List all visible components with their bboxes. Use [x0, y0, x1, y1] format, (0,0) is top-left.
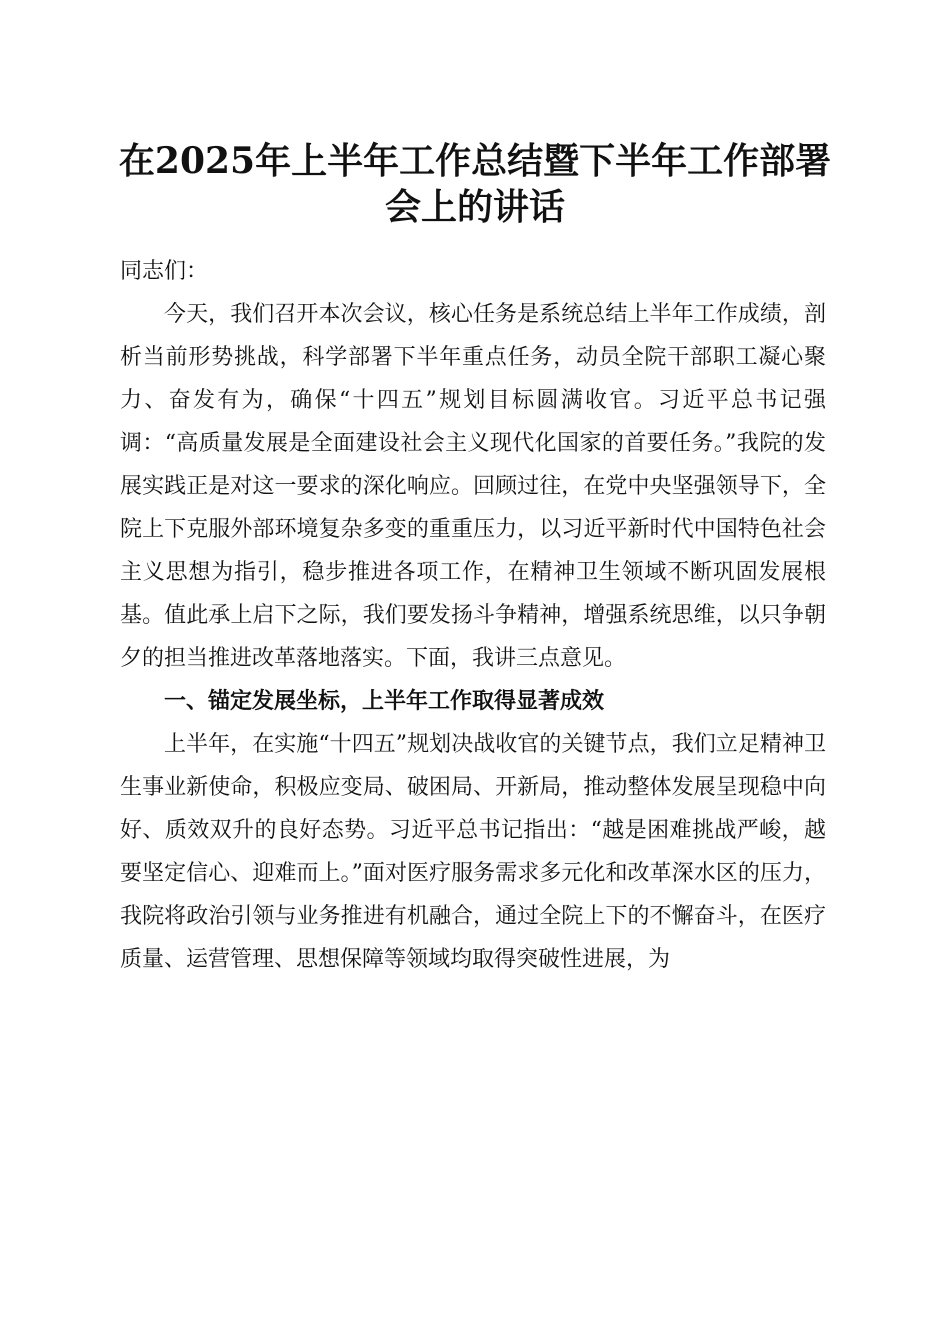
salutation: 同志们： [120, 259, 209, 284]
title-line-2: 会上的讲话 [384, 186, 565, 228]
document-title [112, 138, 838, 230]
section-heading-1: 一、锚定发展坐标，上半年工作取得显著成效 [164, 689, 605, 714]
document-body [120, 250, 826, 981]
title-line-1: 在2025年上半年工作总结暨下半年工作部署 [118, 140, 832, 182]
paragraph-intro: 今天，我们召开本次会议，核心任务是系统总结上半年工作成绩，剖析当前形势挑战，科学部署下半年重点任务，动员全院干部职工凝心聚力、奋发有为，确保“十四五”规划目标圆满收官。习近平总书记强调：“高质量发展是全面建设社会主义现代化国家的首要任务。”我院的发展实践正是对这一要求的深化响应。回顾过往，在党中央坚强领导下，全院上下克服外部环境复杂多变的重重压力，以习近平新时代中国特色社会主义思想为指引，稳步推进各项工作，在精神卫生领域不断巩固发展根基。值此承上启下之际，我们要发扬斗争精神，增强系统思维，以只争朝夕的担当推进改革落地落实。下面，我讲三点意见。 [120, 302, 826, 671]
paragraph-section-1: 上半年，在实施“十四五”规划决战收官的关键节点，我们立足精神卫生事业新使命，积极应变局、破困局、开新局，推动整体发展呈现稳中向好、质效双升的良好态势。习近平总书记指出：“越是困难挑战严峻，越要坚定信心、迎难而上。”面对医疗服务需求多元化和改革深水区的压力，我院将政治引领与业务推进有机融合，通过全院上下的不懈奋斗，在医疗质量、运营管理、思想保障等领域均取得突破性进展，为 [120, 732, 826, 972]
